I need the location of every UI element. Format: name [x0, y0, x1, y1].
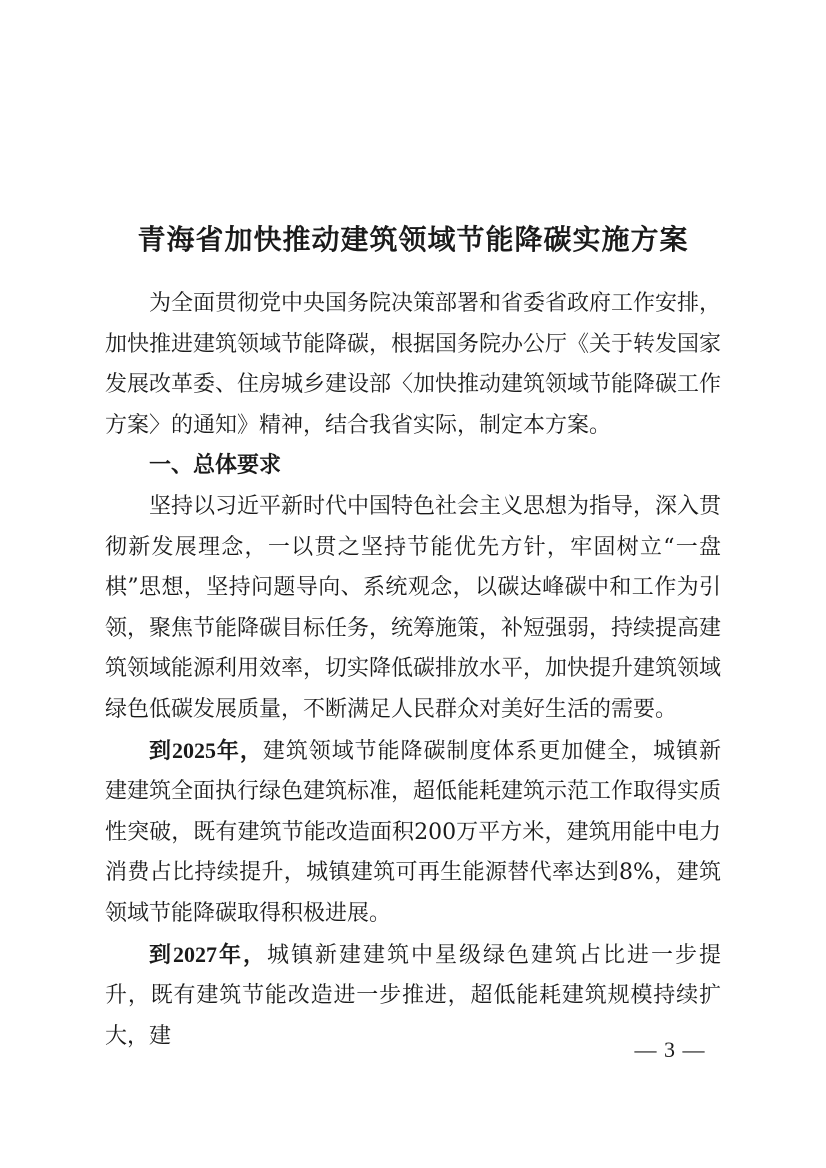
goal-2025-text: 建筑领域节能降碳制度体系更加健全，城镇新建建筑全面执行绿色建筑标准，超低能耗建筑示范工作取得实质性突破，既有建筑节能改造面积200万平方米，建筑用能中电力消费占比持续提升，城镇建筑可再生能源替代率达到8%，建筑领域节能降碳取得积极进展。 [105, 738, 722, 926]
document-body [105, 284, 721, 1057]
goal-2027-text: 城镇新建建筑中星级绿色建筑占比进一步提升，既有建筑节能改造进一步推进，超低能耗建筑规模持续扩大，建 [105, 942, 721, 1049]
page-number: — 3 — [634, 1037, 706, 1062]
document-title: 青海省加快推动建筑领域节能降碳实施方案 [137, 223, 689, 256]
goal-2027-lead: 到2027年， [149, 941, 267, 967]
intro-paragraph: 为全面贯彻党中央国务院决策部署和省委省政府工作安排，加快推进建筑领域节能降碳，根据国务院办公厅《关于转发国家发展改革委、住房城乡建设部〈加快推动建筑领域节能降碳工作方案〉的通知》精神，结合我省实际，制定本方案。 [105, 291, 722, 438]
goal-2025-paragraph [105, 731, 721, 935]
guiding-principle-paragraph: 坚持以习近平新时代中国特色社会主义思想为指导，深入贯彻新发展理念，一以贯之坚持节能优先方针，牢固树立“一盘棋”思想，坚持问题导向、系统观念，以碳达峰碳中和工作为引领，聚焦节能降碳目标任务，统筹施策，补短强弱，持续提高建筑领域能源利用效率，切实降低碳排放水平，加快提升建筑领域绿色低碳发展质量，不断满足人民群众对美好生活的需要。 [105, 493, 722, 722]
section-heading-overall-requirements: 一、总体要求 [149, 453, 282, 479]
goal-2025-lead: 到2025年， [149, 737, 263, 763]
